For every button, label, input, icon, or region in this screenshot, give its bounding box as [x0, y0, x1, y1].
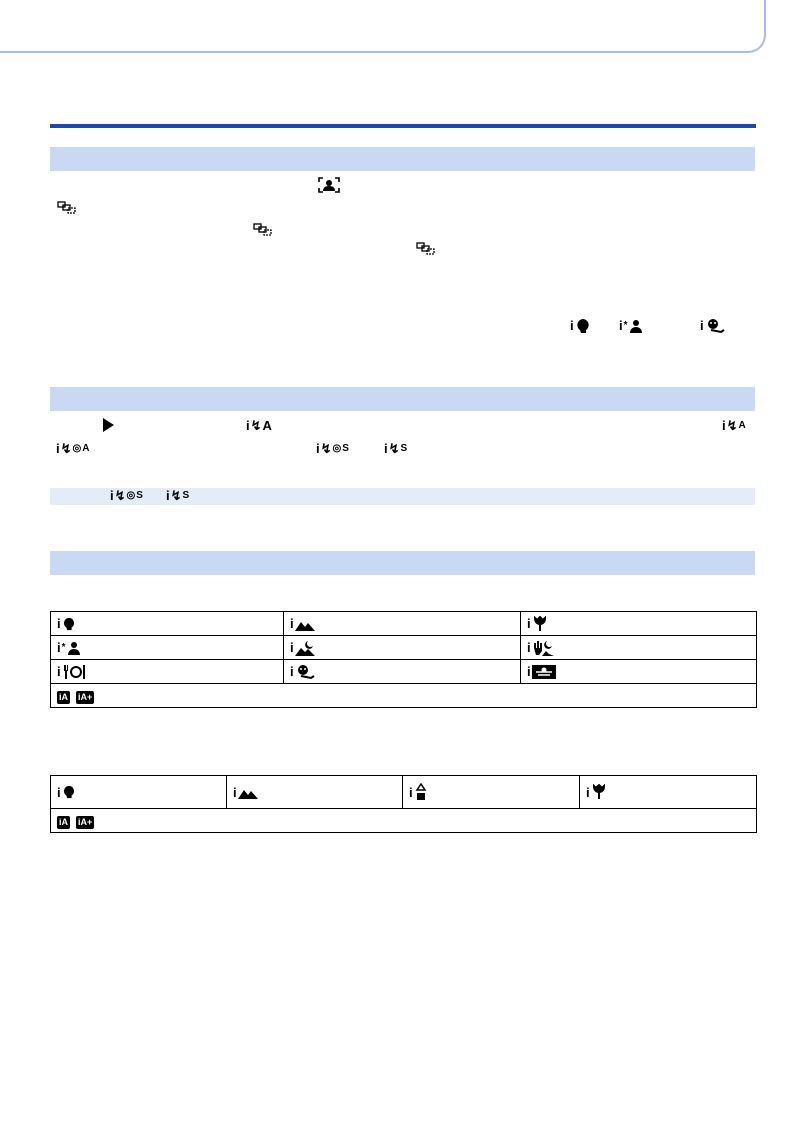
i-handheld-night-icon: i [521, 636, 757, 660]
i-flash-slow-sync-redeye-icon: i ↯ ◎ S [316, 441, 349, 456]
table-row [51, 776, 757, 809]
i-flash-slow-sync-icon: i ↯ S [384, 441, 408, 456]
table-row [51, 684, 757, 708]
i-night-scenery-icon: i [284, 636, 521, 660]
scene-table-1 [50, 611, 757, 708]
i-macro-icon: i [521, 612, 757, 636]
section-divider-rule [50, 124, 756, 128]
i-scenery-icon: i [284, 612, 521, 636]
multi-af-icon [253, 223, 273, 239]
i-portrait-icon: i [570, 318, 591, 334]
section-header-bar-1 [50, 147, 755, 171]
i-sunset-icon: i [521, 660, 757, 684]
i-flash-auto-redeye-icon: i ↯ ◎ A [56, 441, 90, 456]
i-night-portrait-icon: i * [51, 636, 284, 660]
ia-plus-icon: iA+ [78, 691, 93, 702]
i-baby-icon: i [700, 318, 725, 334]
section-header-bar-3 [50, 551, 755, 575]
table-row [51, 809, 757, 833]
i-macro-icon: i [580, 776, 757, 809]
table-row [51, 660, 757, 684]
i-food-icon: i [51, 660, 284, 684]
multi-af-icon [57, 201, 77, 217]
ia-mode-cell [51, 809, 757, 833]
i-baby-icon: i [284, 660, 521, 684]
ia-icon: iA [59, 691, 68, 702]
face-detect-icon [318, 177, 340, 193]
i-portrait-icon: i [51, 612, 284, 636]
i-flash-auto-icon: i ↯ A [722, 418, 746, 433]
scene-table-2 [50, 775, 757, 833]
table-row [51, 636, 757, 660]
table-row [51, 612, 757, 636]
i-night-portrait-icon: i * [619, 318, 643, 334]
ia-mode-cell [51, 684, 757, 708]
section-header-bar-2 [50, 387, 755, 411]
i-flash-slow-sync-redeye-icon: i ↯ ◎ S [110, 488, 143, 503]
i-scenery-icon: i [227, 776, 403, 809]
play-icon [101, 417, 115, 433]
i-flash-slow-sync-icon: i ↯ S [166, 488, 190, 503]
note-bar [50, 488, 755, 505]
page-tab-frame [0, 0, 766, 53]
i-portrait-icon: i [51, 776, 227, 809]
multi-af-icon [416, 242, 436, 258]
ia-icon: iA [59, 816, 68, 827]
i-spotlight-icon: i [403, 776, 580, 809]
i-flash-auto-icon: i ↯ A [246, 418, 272, 433]
ia-plus-icon: iA+ [78, 816, 93, 827]
